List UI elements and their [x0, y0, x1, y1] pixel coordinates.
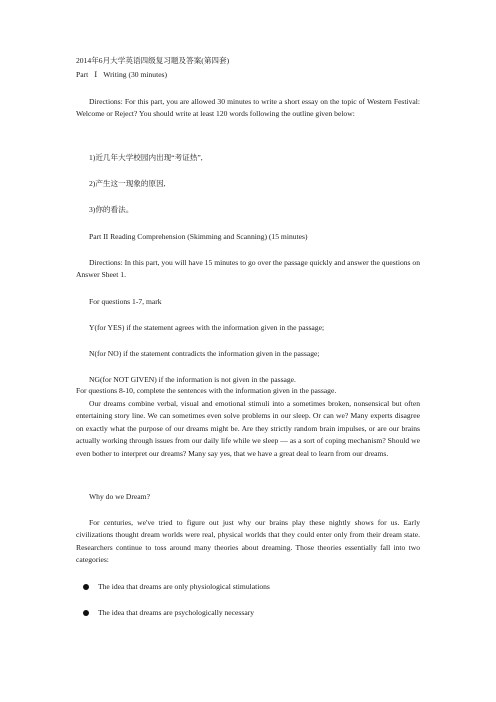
- bullet-text: The idea that dreams are psychologically necessary: [98, 608, 255, 617]
- part1-label: Part: [76, 70, 89, 79]
- document-title: 2014年6月大学英语四级复习题及答案(第四套): [76, 56, 230, 65]
- outline-item-1: 1)近几年大学校园内出现“考证热”,: [89, 153, 203, 162]
- bullet-item-1: [83, 582, 270, 592]
- passage-paragraph-1: Our dreams combine verbal, visual and emotional stimuli into a sometimes broken, nonsensical but often entertaining story line. We can sometimes even solve problems in our sleep. Or can we? Many experts disagree on exactly what the purpose of our dreams might be. Are they strictly random brain impulses, or are our brains actually working through issues from our daily life while we sleep — as a sort of coping mechanism? Should we even bother to interpret our dreams? Many say yes, that we have a great deal to learn from our dreams.: [76, 399, 420, 458]
- outline-item-3: 3)你的看法。: [89, 205, 134, 214]
- mark-yes-instruction: Y(for YES) if the statement agrees with the information given in the passage;: [89, 323, 325, 332]
- part1-heading: [76, 70, 167, 80]
- mark-not-given-instruction: NG(for NOT GIVEN) if the information is not given in the passage.: [89, 375, 296, 384]
- writing-directions: Directions: For this part, you are allowed 30 minutes to write a short essay on the topic of Western Festival: Welcome or Reject? You should write at least 120 words following the outline given below:: [76, 97, 420, 119]
- outline-item-2: 2)产生这一现象的原因,: [89, 179, 166, 188]
- bullet-item-2: [83, 608, 254, 618]
- mark-no-instruction: N(for NO) if the statement contradicts the information given in the passage;: [89, 349, 320, 358]
- passage-paragraph-2: For centuries, we've tried to figure out just why our brains play these nightly shows for us. Early civilizations thought dream worlds were real, physical worlds that they could enter only from their dream state. Researchers continue to toss around many theories about dreaming. Those theories essentially fall into two categories:: [76, 518, 420, 565]
- bullet-icon: [83, 610, 89, 616]
- bullet-icon: [83, 584, 89, 590]
- questions-intro: For questions 1-7, mark: [89, 297, 162, 306]
- complete-sentences-instruction: For questions 8-10, complete the sentences with the information given in the passage.: [76, 386, 337, 395]
- reading-directions: Directions: In this part, you will have 15 minutes to go over the passage quickly and answer the questions on Answer Sheet 1.: [76, 258, 420, 280]
- part1-numeral: Ⅰ: [94, 70, 98, 79]
- bullet-text: The idea that dreams are only physiological stimulations: [98, 582, 270, 591]
- part1-title: Writing (30 minutes): [103, 70, 168, 79]
- part2-heading: Part II Reading Comprehension (Skimming and Scanning) (15 minutes): [89, 232, 308, 241]
- passage-subheading: Why do we Dream?: [89, 492, 150, 501]
